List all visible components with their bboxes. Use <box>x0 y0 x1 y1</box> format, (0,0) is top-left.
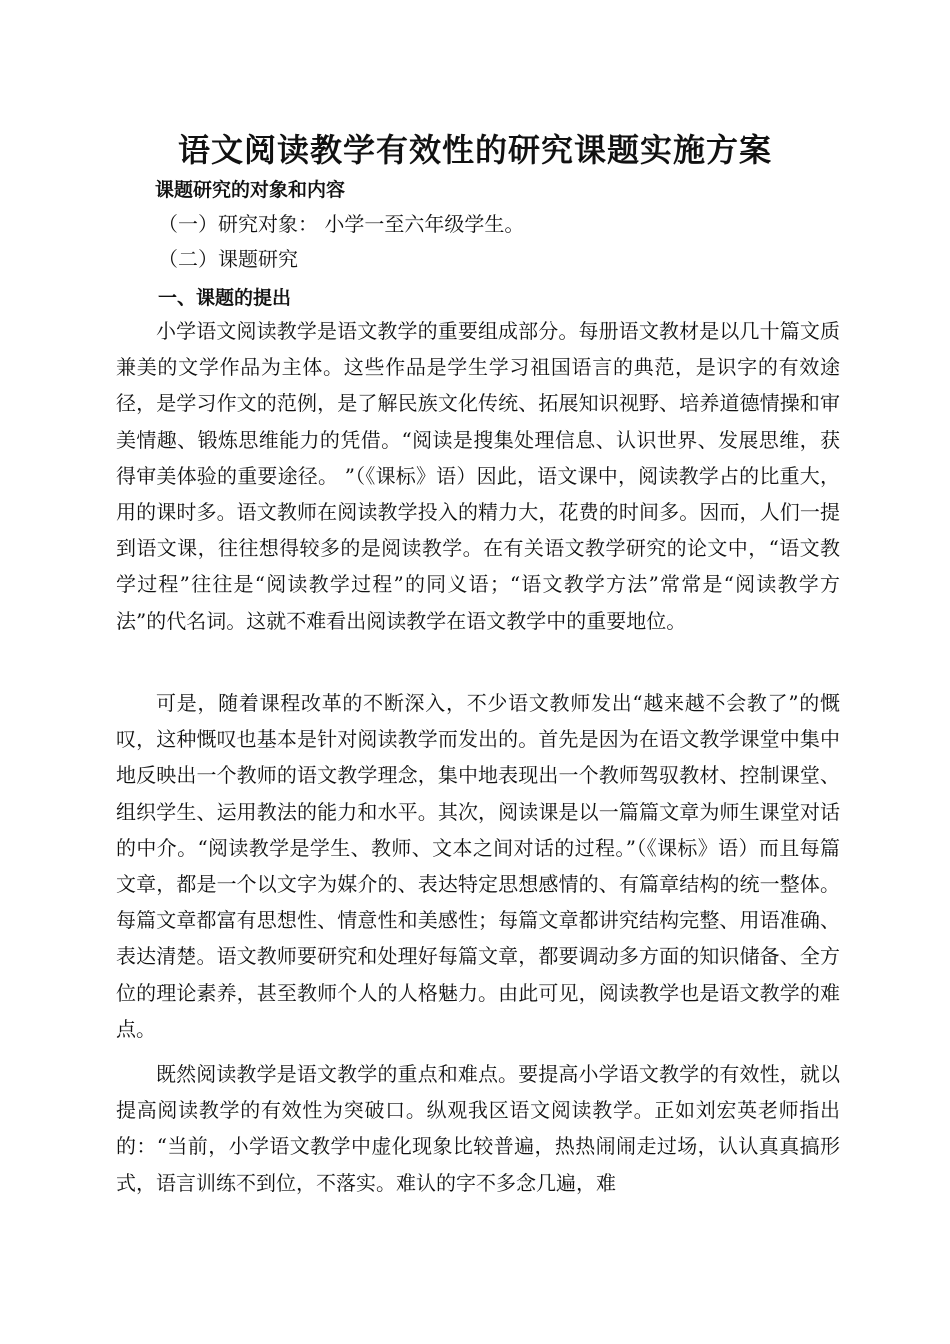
paragraph: 可是，随着课程改革的不断深入，不少语文教师发出“越来越不会教了”的慨叹，这种慨叹也基本是针对阅读教学而发出的。首先是因为在语文教学课堂中集中地反映出一个教师的语文教学理念，集中地表现出一个教师驾驭教材、控制课堂、组织学生、运用教法的能力和水平。其次，阅读课是以一篇篇文章为师生课堂对话的中介。“阅读教学是学生、教师、文本之间对话的过程。”（《课标》语）而且每篇文章，都是一个以文字为媒介的、表达特定思想感情的、有篇章结构的统一整体。每篇文章都富有思想性、情意性和美感性；每篇文章都讲究结构完整、用语准确、表达清楚。语文教师要研究和处理好每篇文章，都要调动多方面的知识储备、全方位的理论素养，甚至教师个人的人格魅力。由此可见，阅读教学也是语文教学的难点。 <box>116 691 840 1041</box>
section-subtitle: 课题研究的对象和内容 <box>155 179 346 201</box>
document-title: 语文阅读教学有效性的研究课题实施方案 <box>177 131 772 169</box>
paragraph: 既然阅读教学是语文教学的重点和难点。要提高小学语文教学的有效性，就以提高阅读教学的有效性为突破口。纵观我区语文阅读教学。正如刘宏英老师指出的：“当前，小学语文教学中虚化现象比较普遍，热热闹闹走过场，认认真真搞形式，语言训练不到位，不落实。难认的字不多念几遍，难 <box>116 1062 840 1195</box>
paragraph: 小学语文阅读教学是语文教学的重要组成部分。每册语文教材是以几十篇文质兼美的文学作品为主体。这些作品是学生学习祖国语言的典范，是识字的有效途径，是学习作文的范例，是了解民族文化传统、拓展知识视野、培养道德情操和审美情趣、锻炼思维能力的凭借。“阅读是搜集处理信息、认识世界、发展思维，获得审美体验的重要途径。 ”（《课标》语）因此，语文课中，阅读教学占的比重大，用的课时多。语文教师在阅读教学投入的精力大，花费的时间多。因而，人们一提到语文课，往往想得较多的是阅读教学。在有关语文教学研究的论文中，“语文教学过程”往往是“阅读教学过程”的同义语；“语文教学方法”常常是“阅读教学方法”的代名词。这就不难看出阅读教学在语文教学中的重要地位。 <box>116 319 840 633</box>
research-object-item: （一）研究对象： 小学一至六年级学生。 <box>158 212 525 236</box>
research-topic-item: （二）课题研究 <box>158 247 298 271</box>
section-heading: 一、课题的提出 <box>158 287 292 309</box>
